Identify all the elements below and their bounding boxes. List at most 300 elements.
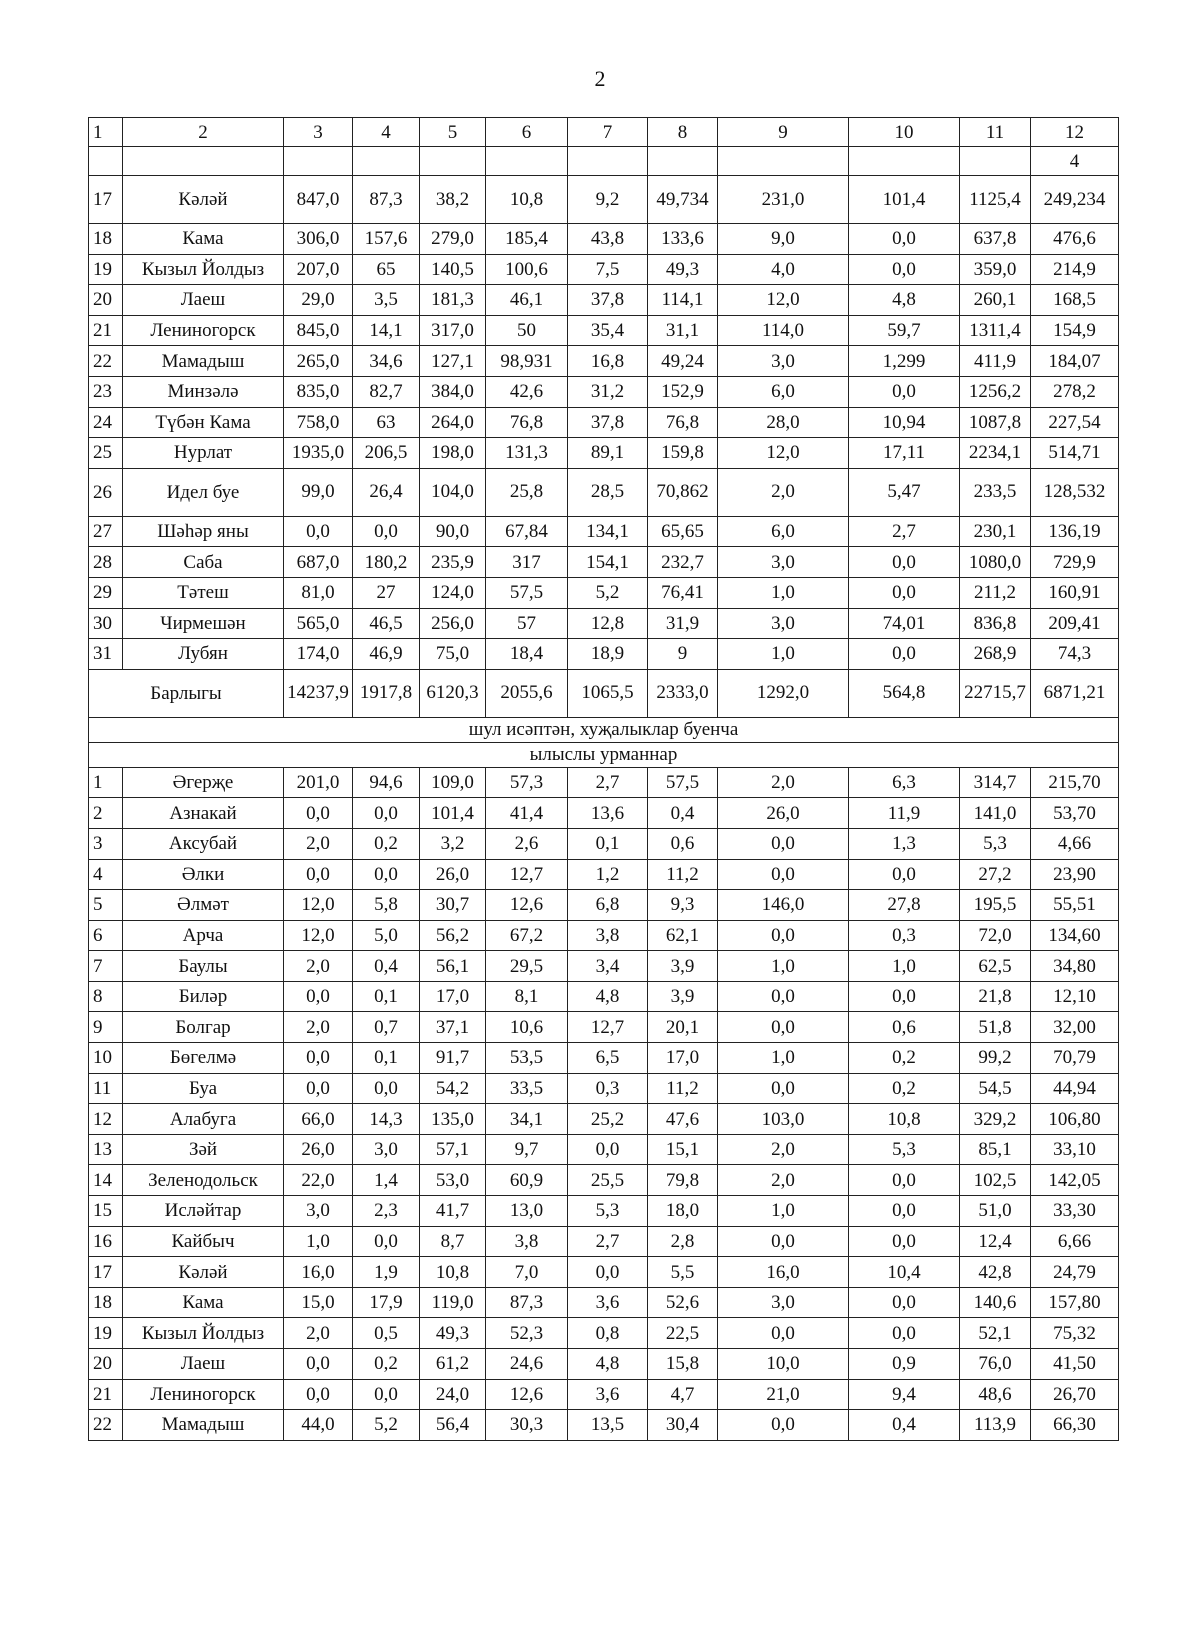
district-name: Арча [123,920,284,951]
value-cell: 1,0 [718,1043,849,1074]
table-row [89,1073,1119,1104]
value-cell: 2,0 [718,767,849,798]
row-number: 4 [89,859,123,890]
value-cell: 41,4 [486,798,568,829]
value-cell: 2,0 [284,828,353,859]
district-name: Алабуга [123,1104,284,1135]
value-cell: 7,0 [486,1257,568,1288]
value-cell: 113,9 [960,1410,1031,1441]
value-cell: 37,8 [568,407,648,438]
district-name: Кама [123,1287,284,1318]
value-cell: 160,91 [1031,577,1119,608]
value-cell: 14,3 [353,1104,420,1135]
value-cell: 0,0 [284,1349,353,1380]
value-cell: 76,8 [486,407,568,438]
value-cell: 1,0 [718,639,849,670]
value-cell: 140,6 [960,1287,1031,1318]
table-row [89,798,1119,829]
value-cell: 10,8 [420,1257,486,1288]
value-cell: 0,0 [849,254,960,285]
value-cell: 758,0 [284,407,353,438]
value-cell: 17,0 [648,1043,718,1074]
district-name: Идел буе [123,468,284,516]
value-cell: 836,8 [960,608,1031,639]
value-cell: 26,0 [718,798,849,829]
value-cell: 57 [486,608,568,639]
district-name: Түбән Кама [123,407,284,438]
value-cell: 46,1 [486,285,568,316]
district-name: Бөгелмә [123,1043,284,1074]
value-cell: 29,5 [486,951,568,982]
value-cell: 25,2 [568,1104,648,1135]
value-cell: 43,8 [568,224,648,255]
value-cell: 28,0 [718,407,849,438]
section-title: шул исәптән, хуҗалыклар буенча [89,717,1119,742]
column-number-header: 8 [648,118,718,147]
district-name: Зеленодольск [123,1165,284,1196]
value-cell: 384,0 [420,376,486,407]
value-cell: 15,8 [648,1349,718,1380]
row-number: 28 [89,547,123,578]
district-name: Лениногорск [123,315,284,346]
value-cell: 79,8 [648,1165,718,1196]
table-row [89,828,1119,859]
value-cell: 6,66 [1031,1226,1119,1257]
value-cell: 29,0 [284,285,353,316]
value-cell: 0,0 [353,1379,420,1410]
value-cell: 49,24 [648,346,718,377]
value-cell: 127,1 [420,346,486,377]
empty-cell [284,147,353,176]
value-cell: 44,94 [1031,1073,1119,1104]
row-number: 1 [89,767,123,798]
value-cell: 62,1 [648,920,718,951]
value-cell: 12,6 [486,1379,568,1410]
row-number: 19 [89,254,123,285]
subheader-row [89,147,1119,176]
value-cell: 16,0 [284,1257,353,1288]
value-cell: 1,299 [849,346,960,377]
value-cell: 1125,4 [960,176,1031,224]
value-cell: 0,2 [849,1073,960,1104]
value-cell: 6,8 [568,890,648,921]
value-cell: 0,0 [849,1196,960,1227]
value-cell: 109,0 [420,767,486,798]
value-cell: 0,0 [568,1134,648,1165]
row-number: 26 [89,468,123,516]
value-cell: 99,2 [960,1043,1031,1074]
value-cell: 0,5 [353,1318,420,1349]
value-cell: 3,0 [718,547,849,578]
value-cell: 317,0 [420,315,486,346]
district-name: Чирмешән [123,608,284,639]
total-value: 1292,0 [718,669,849,717]
district-name: Кызыл Йолдыз [123,254,284,285]
table-row [89,767,1119,798]
value-cell: 12,7 [568,1012,648,1043]
value-cell: 41,7 [420,1196,486,1227]
value-cell: 54,5 [960,1073,1031,1104]
value-cell: 17,11 [849,438,960,469]
value-cell: 565,0 [284,608,353,639]
value-cell: 131,3 [486,438,568,469]
value-cell: 14,1 [353,315,420,346]
section-row [89,742,1119,767]
value-cell: 152,9 [648,376,718,407]
page-number: 2 [594,66,606,91]
value-cell: 44,0 [284,1410,353,1441]
value-cell: 0,4 [648,798,718,829]
value-cell: 33,5 [486,1073,568,1104]
value-cell: 0,0 [718,920,849,951]
column-number-header: 3 [284,118,353,147]
value-cell: 37,8 [568,285,648,316]
empty-cell [849,147,960,176]
value-cell: 4,8 [568,981,648,1012]
row-number: 18 [89,224,123,255]
row-number: 10 [89,1043,123,1074]
row-number: 2 [89,798,123,829]
table-row [89,1226,1119,1257]
table-row [89,176,1119,224]
value-cell: 30,3 [486,1410,568,1441]
value-cell: 2,3 [353,1196,420,1227]
value-cell: 0,0 [849,981,960,1012]
value-cell: 0,8 [568,1318,648,1349]
value-cell: 5,8 [353,890,420,921]
value-cell: 231,0 [718,176,849,224]
value-cell: 142,05 [1031,1165,1119,1196]
value-cell: 135,0 [420,1104,486,1135]
value-cell: 114,1 [648,285,718,316]
value-cell: 0,0 [284,1043,353,1074]
district-name: Лаеш [123,285,284,316]
table-row [89,224,1119,255]
column-number-header: 10 [849,118,960,147]
value-cell: 0,0 [353,859,420,890]
value-cell: 0,3 [568,1073,648,1104]
value-cell: 31,2 [568,376,648,407]
value-cell: 51,8 [960,1012,1031,1043]
value-cell: 60,9 [486,1165,568,1196]
value-cell: 25,5 [568,1165,648,1196]
value-cell: 1,0 [849,951,960,982]
table-row [89,315,1119,346]
row-number: 22 [89,346,123,377]
value-cell: 0,1 [353,981,420,1012]
value-cell: 835,0 [284,376,353,407]
district-name: Биләр [123,981,284,1012]
value-cell: 4,8 [849,285,960,316]
district-name: Мамадыш [123,1410,284,1441]
district-name: Тәтеш [123,577,284,608]
value-cell: 256,0 [420,608,486,639]
total-value: 564,8 [849,669,960,717]
empty-cell [89,147,123,176]
value-cell: 27,8 [849,890,960,921]
value-cell: 22,5 [648,1318,718,1349]
table-row [89,608,1119,639]
value-cell: 70,862 [648,468,718,516]
value-cell: 0,0 [284,1073,353,1104]
value-cell: 24,6 [486,1349,568,1380]
value-cell: 3,0 [353,1134,420,1165]
value-cell: 637,8 [960,224,1031,255]
value-cell: 3,5 [353,285,420,316]
district-name: Болгар [123,1012,284,1043]
column-number-header: 5 [420,118,486,147]
table-row [89,254,1119,285]
value-cell: 99,0 [284,468,353,516]
district-name: Кәләй [123,1257,284,1288]
table-row [89,1410,1119,1441]
value-cell: 20,1 [648,1012,718,1043]
value-cell: 0,0 [353,516,420,547]
value-cell: 3,2 [420,828,486,859]
empty-cell [123,147,284,176]
value-cell: 42,8 [960,1257,1031,1288]
value-cell: 5,3 [960,828,1031,859]
value-cell: 0,4 [353,951,420,982]
value-cell: 1080,0 [960,547,1031,578]
row-number: 30 [89,608,123,639]
total-value: 2333,0 [648,669,718,717]
value-cell: 0,0 [568,1257,648,1288]
value-cell: 2,0 [718,1134,849,1165]
value-cell: 235,9 [420,547,486,578]
value-cell: 2,7 [568,1226,648,1257]
column-number-header: 1 [89,118,123,147]
district-name: Аксубай [123,828,284,859]
value-cell: 49,734 [648,176,718,224]
value-cell: 3,9 [648,981,718,1012]
value-cell: 0,0 [353,1226,420,1257]
value-cell: 268,9 [960,639,1031,670]
row-number: 17 [89,1257,123,1288]
value-cell: 1,2 [568,859,648,890]
value-cell: 0,0 [284,859,353,890]
value-cell: 74,3 [1031,639,1119,670]
row-number: 6 [89,920,123,951]
district-name: Лениногорск [123,1379,284,1410]
value-cell: 133,6 [648,224,718,255]
value-cell: 57,5 [486,577,568,608]
table-row [89,346,1119,377]
value-cell: 42,6 [486,376,568,407]
value-cell: 6,0 [718,516,849,547]
value-cell: 10,8 [849,1104,960,1135]
row-number: 13 [89,1134,123,1165]
value-cell: 59,7 [849,315,960,346]
table-row [89,1318,1119,1349]
row-number: 25 [89,438,123,469]
value-cell: 7,5 [568,254,648,285]
value-cell: 195,5 [960,890,1031,921]
value-cell: 114,0 [718,315,849,346]
value-cell: 0,9 [849,1349,960,1380]
value-cell: 21,0 [718,1379,849,1410]
value-cell: 34,6 [353,346,420,377]
value-cell: 5,0 [353,920,420,951]
value-cell: 0,0 [718,981,849,1012]
table-row [89,951,1119,982]
row-number: 3 [89,828,123,859]
value-cell: 81,0 [284,577,353,608]
value-cell: 56,1 [420,951,486,982]
row-number: 16 [89,1226,123,1257]
value-cell: 5,3 [568,1196,648,1227]
value-cell: 87,3 [353,176,420,224]
empty-cell [648,147,718,176]
value-cell: 2,8 [648,1226,718,1257]
value-cell: 98,931 [486,346,568,377]
value-cell: 90,0 [420,516,486,547]
value-cell: 136,19 [1031,516,1119,547]
table-row [89,1012,1119,1043]
value-cell: 91,7 [420,1043,486,1074]
value-cell: 72,0 [960,920,1031,951]
value-cell: 12,7 [486,859,568,890]
value-cell: 13,6 [568,798,648,829]
value-cell: 75,32 [1031,1318,1119,1349]
table-row [89,516,1119,547]
value-cell: 206,5 [353,438,420,469]
value-cell: 0,3 [849,920,960,951]
value-cell: 3,8 [486,1226,568,1257]
table-row [89,547,1119,578]
row-number: 21 [89,315,123,346]
value-cell: 0,6 [648,828,718,859]
table-row [89,376,1119,407]
value-cell: 1,3 [849,828,960,859]
value-cell: 47,6 [648,1104,718,1135]
value-cell: 0,0 [718,828,849,859]
value-cell: 102,5 [960,1165,1031,1196]
total-value: 6871,21 [1031,669,1119,717]
value-cell: 1311,4 [960,315,1031,346]
district-name: Саба [123,547,284,578]
value-cell: 10,0 [718,1349,849,1380]
value-cell: 265,0 [284,346,353,377]
value-cell: 67,84 [486,516,568,547]
value-cell: 154,1 [568,547,648,578]
value-cell: 17,0 [420,981,486,1012]
table-row [89,577,1119,608]
value-cell: 0,0 [718,1012,849,1043]
value-cell: 26,70 [1031,1379,1119,1410]
value-cell: 66,30 [1031,1410,1119,1441]
empty-cell [568,147,648,176]
column-number-header: 9 [718,118,849,147]
value-cell: 21,8 [960,981,1031,1012]
value-cell: 845,0 [284,315,353,346]
value-cell: 211,2 [960,577,1031,608]
value-cell: 2,0 [284,1012,353,1043]
value-cell: 476,6 [1031,224,1119,255]
row-number: 12 [89,1104,123,1135]
row-number: 18 [89,1287,123,1318]
table-row [89,1287,1119,1318]
value-cell: 1935,0 [284,438,353,469]
value-cell: 53,70 [1031,798,1119,829]
table-row [89,981,1119,1012]
value-cell: 18,0 [648,1196,718,1227]
value-cell: 0,0 [849,1165,960,1196]
value-cell: 249,234 [1031,176,1119,224]
value-cell: 3,0 [718,1287,849,1318]
row-number: 19 [89,1318,123,1349]
value-cell: 26,4 [353,468,420,516]
value-cell: 1087,8 [960,407,1031,438]
value-cell: 16,8 [568,346,648,377]
value-cell: 11,2 [648,859,718,890]
row-number: 20 [89,1349,123,1380]
value-cell: 3,6 [568,1379,648,1410]
value-cell: 0,0 [849,376,960,407]
district-name: Баулы [123,951,284,982]
district-name: Кызыл Йолдыз [123,1318,284,1349]
value-cell: 0,1 [353,1043,420,1074]
value-cell: 34,1 [486,1104,568,1135]
value-cell: 9,3 [648,890,718,921]
value-cell: 0,0 [353,1073,420,1104]
value-cell: 9,2 [568,176,648,224]
district-name: Шәһәр яны [123,516,284,547]
value-cell: 3,0 [718,346,849,377]
value-cell: 0,0 [849,224,960,255]
value-cell: 124,0 [420,577,486,608]
value-cell: 13,5 [568,1410,648,1441]
value-cell: 37,1 [420,1012,486,1043]
value-cell: 56,2 [420,920,486,951]
value-cell: 514,71 [1031,438,1119,469]
total-value: 14237,9 [284,669,353,717]
value-cell: 214,9 [1031,254,1119,285]
column-number-header: 4 [353,118,420,147]
value-cell: 0,6 [849,1012,960,1043]
value-cell: 11,2 [648,1073,718,1104]
row-number: 11 [89,1073,123,1104]
row-number: 17 [89,176,123,224]
row-number: 31 [89,639,123,670]
table-row [89,468,1119,516]
value-cell: 12,6 [486,890,568,921]
value-cell: 2,0 [718,1165,849,1196]
value-cell: 140,5 [420,254,486,285]
value-cell: 33,30 [1031,1196,1119,1227]
value-cell: 52,3 [486,1318,568,1349]
forest-data-table [88,117,1119,1441]
value-cell: 0,0 [849,577,960,608]
value-cell: 65 [353,254,420,285]
value-cell: 3,4 [568,951,648,982]
table-row [89,1379,1119,1410]
value-cell: 2234,1 [960,438,1031,469]
value-cell: 53,5 [486,1043,568,1074]
value-cell: 0,0 [718,1226,849,1257]
value-cell: 185,4 [486,224,568,255]
value-cell: 34,80 [1031,951,1119,982]
value-cell: 25,8 [486,468,568,516]
total-value: 6120,3 [420,669,486,717]
value-cell: 2,0 [284,951,353,982]
value-cell: 0,0 [849,1287,960,1318]
value-cell: 1,0 [718,577,849,608]
value-cell: 5,3 [849,1134,960,1165]
value-cell: 82,7 [353,376,420,407]
value-cell: 0,2 [353,828,420,859]
value-cell: 57,3 [486,767,568,798]
